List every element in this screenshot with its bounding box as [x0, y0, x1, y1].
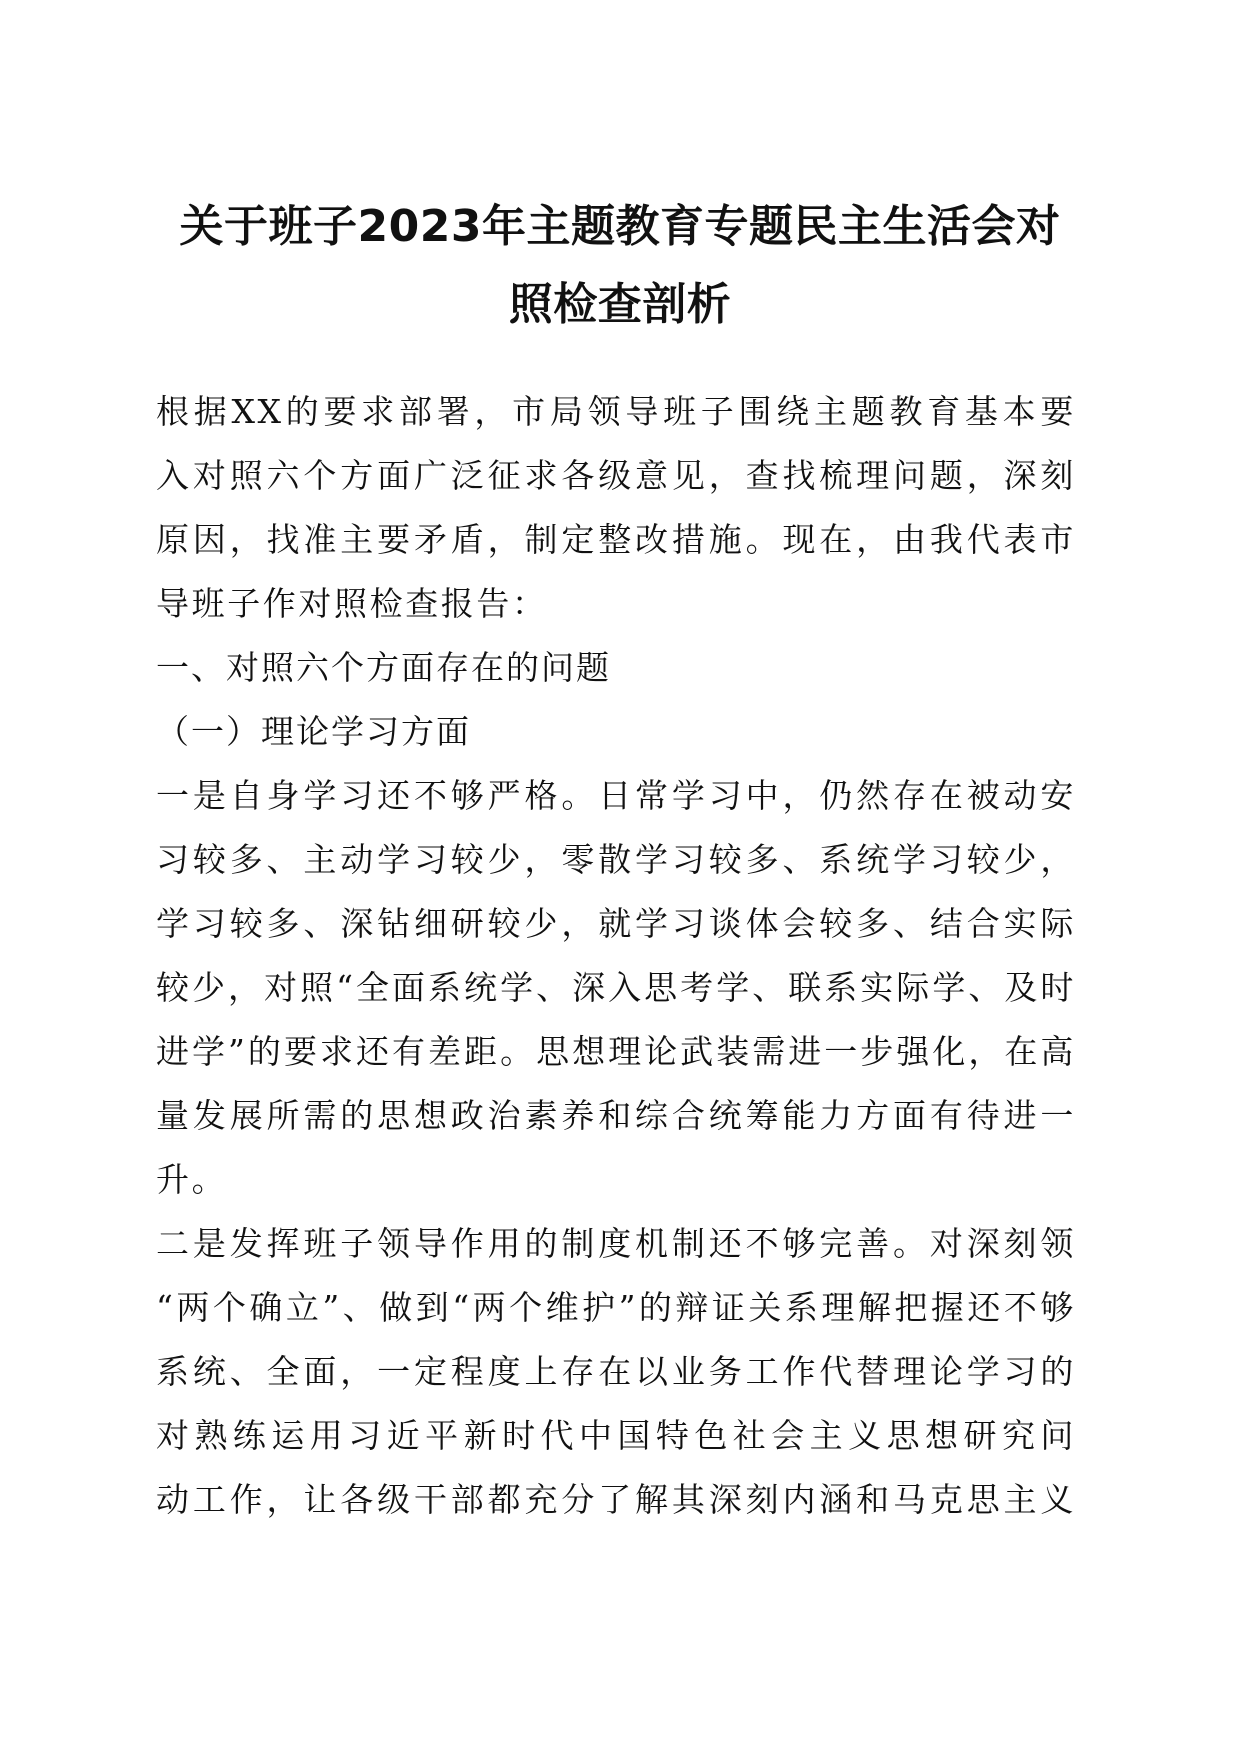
- paragraph-line: 原因，找准主要矛盾，制定整改措施。现在，由我代表市: [156, 520, 1076, 559]
- paragraph-line: 进学”的要求还有差距。思想理论武装需进一步强化，在高: [156, 1032, 1076, 1071]
- paragraph-line: 根据XX的要求部署，市局领导班子围绕主题教育基本要: [156, 392, 1076, 431]
- paragraph-line: “两个确立”、做到“两个维护”的辩证关系理解把握还不够: [156, 1288, 1076, 1327]
- paragraph-line: 二是发挥班子领导作用的制度机制还不够完善。对深刻领: [156, 1224, 1076, 1263]
- paragraph-line: 导班子作对照检查报告：: [156, 584, 548, 623]
- paragraph-line: 升。: [156, 1160, 228, 1199]
- paragraph-line: 习较多、主动学习较少，零散学习较多、系统学习较少，: [156, 840, 1076, 879]
- paragraph-line: 学习较多、深钻细研较少，就学习谈体会较多、结合实际: [156, 904, 1076, 943]
- paragraph-line: 动工作，让各级干部都充分了解其深刻内涵和马克思主义: [156, 1480, 1076, 1519]
- section-heading: 一、对照六个方面存在的问题: [156, 648, 611, 687]
- title-line-1: 关于班子2023年主题教育专题民主生活会对: [179, 201, 1061, 252]
- section-heading: （一）理论学习方面: [156, 712, 471, 751]
- paragraph-line: 较少，对照“全面系统学、深入思考学、联系实际学、及时: [156, 968, 1076, 1007]
- paragraph-line: 量发展所需的思想政治素养和综合统筹能力方面有待进一: [156, 1096, 1076, 1135]
- paragraph-line: 对熟练运用习近平新时代中国特色社会主义思想研究问: [156, 1416, 1076, 1455]
- paragraph-line: 一是自身学习还不够严格。日常学习中，仍然存在被动安: [156, 776, 1076, 815]
- document-title: [130, 188, 1110, 344]
- document-body: [156, 380, 1076, 1532]
- paragraph-line: 入对照六个方面广泛征求各级意见，查找梳理问题，深刻: [156, 456, 1076, 495]
- title-line-2: 照检查剖析: [508, 279, 732, 330]
- paragraph-line: 系统、全面，一定程度上存在以业务工作代替理论学习的: [156, 1352, 1076, 1391]
